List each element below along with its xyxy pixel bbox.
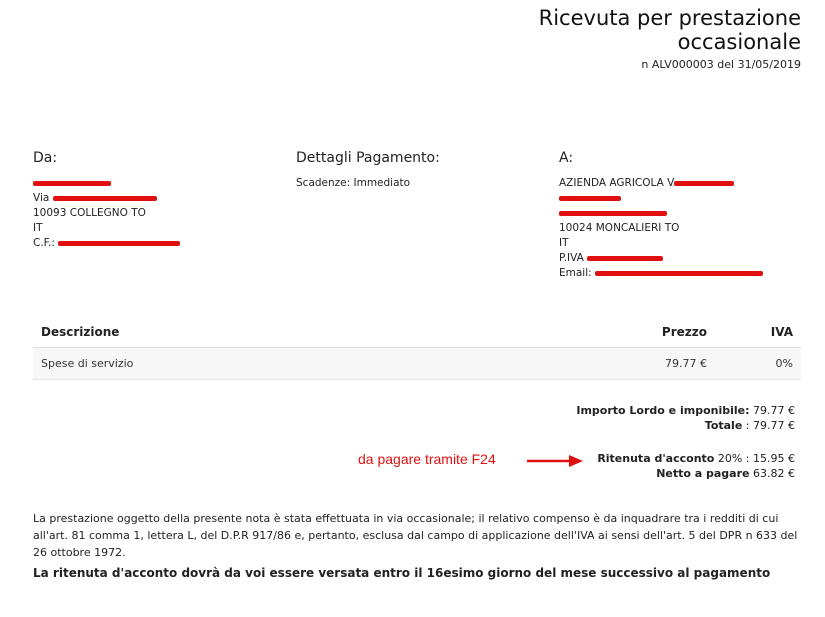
column-price: Prezzo bbox=[579, 318, 715, 348]
recipient-vat-label: P.IVA bbox=[559, 252, 584, 264]
recipient-city: 10024 MONCALIERI TO bbox=[559, 222, 680, 234]
sender-address bbox=[33, 191, 180, 206]
net-value: 63.82 € bbox=[753, 467, 795, 480]
gross-line bbox=[576, 403, 795, 418]
sender-address-prefix: Via bbox=[33, 192, 50, 204]
recipient-heading: A: bbox=[559, 150, 574, 166]
receipt-number: n ALV000003 del 31/05/2019 bbox=[641, 58, 801, 71]
items-table bbox=[33, 318, 801, 380]
total-line bbox=[576, 418, 795, 433]
arrow-right-icon bbox=[527, 454, 583, 468]
redaction-mark bbox=[33, 181, 111, 186]
row-description: Spese di servizio bbox=[33, 348, 579, 380]
net-label: Netto a pagare bbox=[656, 467, 750, 480]
redaction-mark bbox=[674, 181, 734, 186]
recipient-name-text: AZIENDA AGRICOLA V bbox=[559, 177, 675, 189]
legal-note: La prestazione oggetto della presente nota è stata effettuata in via occasionale; il relativo compenso è da inquadrare tra i redditi di cui all'art. 81 comma 1, lettera L, del D.P.R 917/86 e, pertanto, esclusa dal campo di applicazione dell'IVA ai sensi dell'art. 5 del DPR n 633 del 26 ottobre 1972. bbox=[33, 512, 798, 559]
totals-block bbox=[576, 403, 795, 481]
gross-value: 79.77 € bbox=[753, 404, 795, 417]
f24-annotation: da pagare tramite F24 bbox=[358, 451, 496, 467]
withholding-line bbox=[576, 451, 795, 466]
payment-heading: Dettagli Pagamento: bbox=[296, 150, 440, 166]
redaction-mark bbox=[58, 241, 180, 246]
row-vat: 0% bbox=[715, 348, 801, 380]
recipient-country: IT bbox=[559, 237, 569, 249]
recipient-email-label: Email: bbox=[559, 267, 592, 279]
recipient-name bbox=[559, 176, 763, 191]
withholding-note: La ritenuta d'acconto dovrà da voi essere versata entro il 16esimo giorno del mese successivo al pagamento bbox=[33, 566, 771, 580]
column-description: Descrizione bbox=[33, 318, 579, 348]
sender-details bbox=[33, 176, 180, 251]
net-line bbox=[576, 466, 795, 481]
total-value: : 79.77 € bbox=[745, 419, 795, 432]
document-title: Ricevuta per prestazione occasionale bbox=[538, 6, 801, 54]
items-header-row bbox=[33, 318, 801, 348]
payment-details bbox=[296, 176, 410, 191]
recipient-details bbox=[559, 176, 763, 281]
row-price: 79.77 € bbox=[579, 348, 715, 380]
redaction-mark bbox=[587, 256, 663, 261]
sender-city: 10093 COLLEGNO TO bbox=[33, 207, 146, 219]
withholding-value: 20% : 15.95 € bbox=[717, 452, 795, 465]
column-vat: IVA bbox=[715, 318, 801, 348]
recipient-email bbox=[559, 266, 763, 281]
total-label: Totale bbox=[704, 419, 743, 432]
recipient-vat bbox=[559, 251, 763, 266]
redaction-mark bbox=[595, 271, 763, 276]
sender-name-redacted bbox=[33, 176, 180, 191]
recipient-address-redacted bbox=[559, 206, 763, 221]
sender-cf bbox=[33, 236, 180, 251]
recipient-line-redacted bbox=[559, 191, 763, 206]
redaction-mark bbox=[559, 211, 667, 216]
sender-country: IT bbox=[33, 222, 43, 234]
withholding-label: Ritenuta d'acconto bbox=[597, 452, 715, 465]
redaction-mark bbox=[559, 196, 621, 201]
gross-label: Importo Lordo e imponibile: bbox=[576, 404, 750, 417]
cut-off-text bbox=[33, 590, 253, 596]
sender-heading: Da: bbox=[33, 150, 58, 166]
table-row bbox=[33, 348, 801, 380]
redaction-mark bbox=[53, 196, 157, 201]
sender-cf-label: C.F.: bbox=[33, 237, 55, 249]
payment-due: Scadenze: Immediato bbox=[296, 177, 411, 189]
